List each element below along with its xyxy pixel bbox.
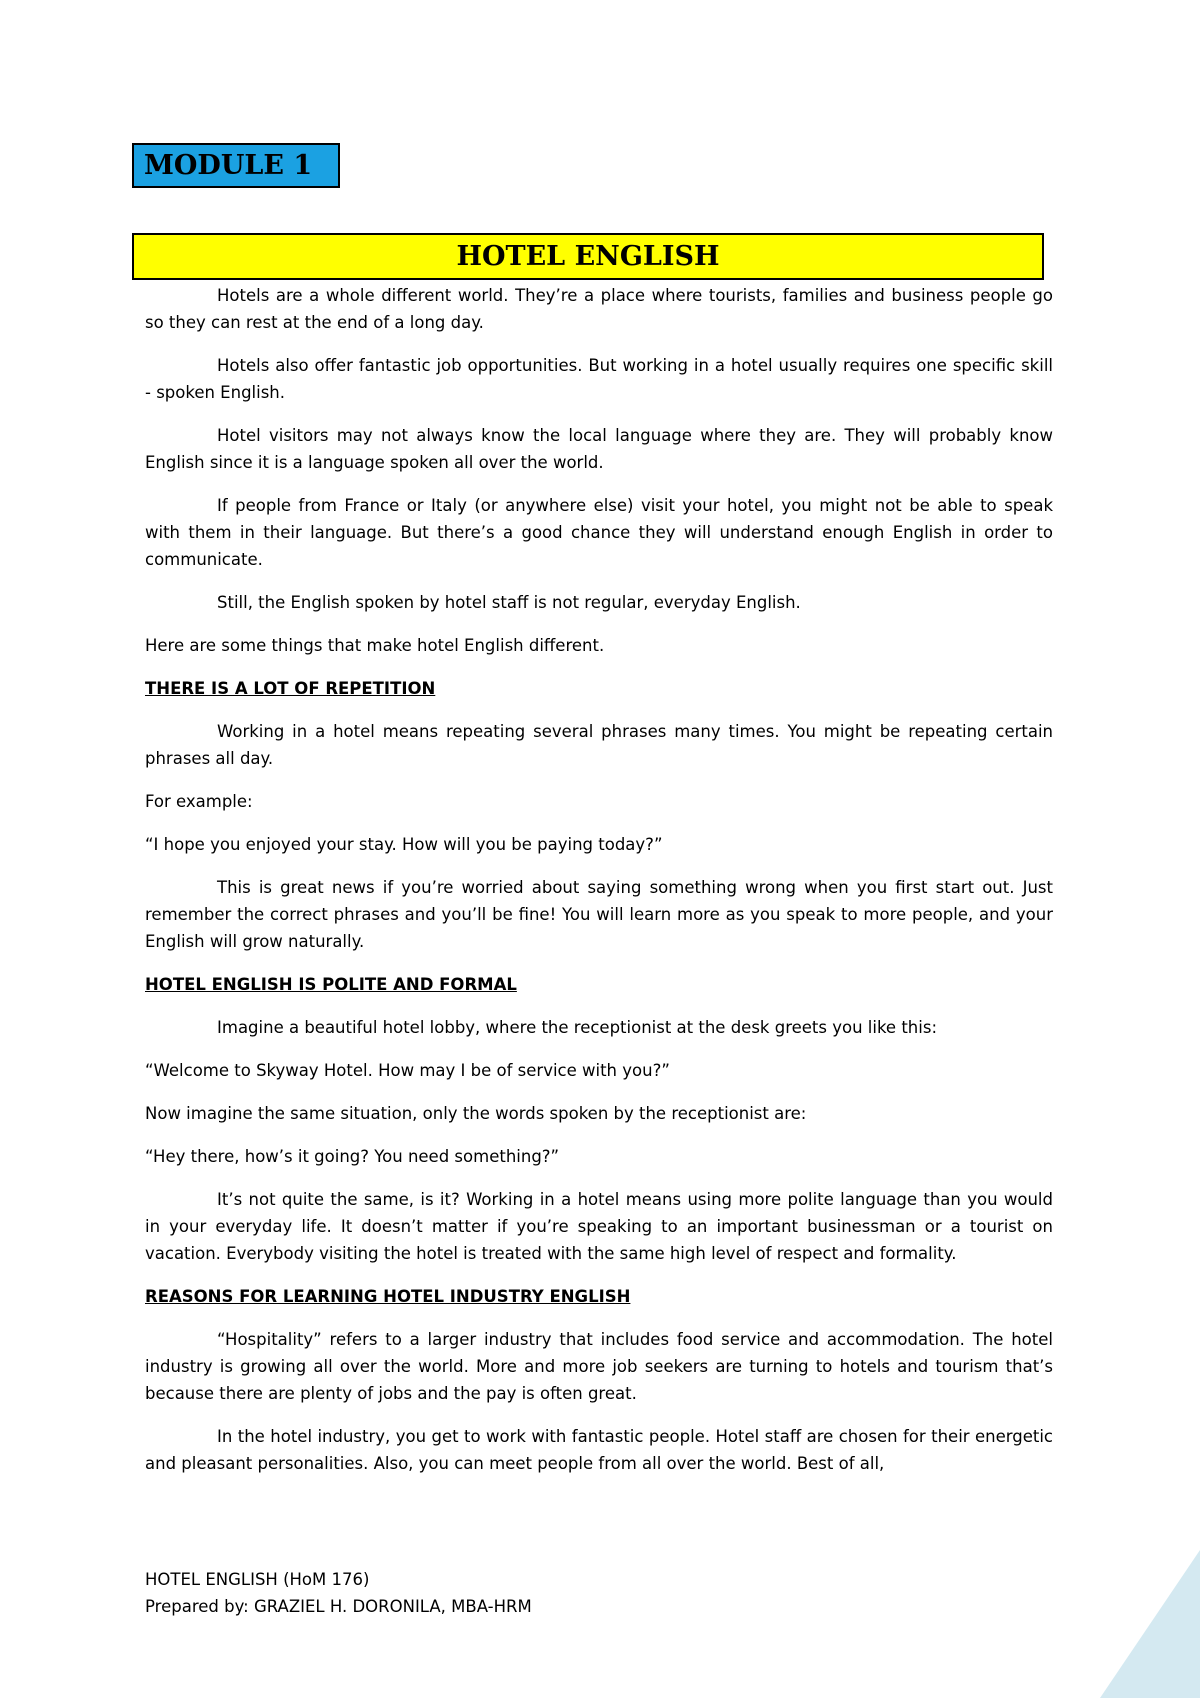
paragraph: This is great news if you’re worried about saying something wrong when you first start out. Just remember the correct phrases and you’ll be fine! You will learn more as you speak to more people, and your English will grow naturally. bbox=[145, 878, 1053, 951]
paragraph: Here are some things that make hotel English different. bbox=[145, 636, 605, 655]
corner-decoration bbox=[1100, 1550, 1200, 1698]
page-footer bbox=[145, 1566, 532, 1620]
paragraph: Hotels also offer fantastic job opportunities. But working in a hotel usually requires one specific skill - spoken English. bbox=[145, 356, 1053, 402]
footer-prepared-by: Prepared by: GRAZIEL H. DORONILA, MBA-HRM bbox=[145, 1597, 532, 1616]
paragraph: It’s not quite the same, is it? Working in a hotel means using more polite language than you would in your everyday life. It doesn’t matter if you’re speaking to an important businessman or a tourist on vacation. Everybody visiting the hotel is treated with the same high level of respect and formality. bbox=[145, 1190, 1053, 1263]
paragraph: If people from France or Italy (or anywhere else) visit your hotel, you might not be able to speak with them in their language. But there’s a good chance they will understand enough English in order to communicate. bbox=[145, 496, 1053, 569]
paragraph: In the hotel industry, you get to work with fantastic people. Hotel staff are chosen for their energetic and pleasant personalities. Also, you can meet people from all over the world. Best of all, bbox=[145, 1427, 1053, 1473]
section-heading: REASONS FOR LEARNING HOTEL INDUSTRY ENGLISH bbox=[145, 1287, 631, 1306]
section-heading: THERE IS A LOT OF REPETITION bbox=[145, 679, 436, 698]
footer-course: HOTEL ENGLISH (HoM 176) bbox=[145, 1570, 370, 1589]
module-label: MODULE 1 bbox=[132, 143, 340, 188]
paragraph: Imagine a beautiful hotel lobby, where the receptionist at the desk greets you like this: bbox=[217, 1018, 937, 1037]
document-body bbox=[145, 282, 1053, 1493]
quote: “Hey there, how’s it going? You need something?” bbox=[145, 1147, 560, 1166]
section-heading: HOTEL ENGLISH IS POLITE AND FORMAL bbox=[145, 975, 517, 994]
paragraph: Hotel visitors may not always know the local language where they are. They will probably know English since it is a language spoken all over the world. bbox=[145, 426, 1053, 472]
corner-triangle bbox=[1100, 1550, 1200, 1698]
paragraph: Now imagine the same situation, only the words spoken by the receptionist are: bbox=[145, 1104, 807, 1123]
paragraph: For example: bbox=[145, 792, 253, 811]
quote: “Welcome to Skyway Hotel. How may I be of service with you?” bbox=[145, 1061, 670, 1080]
page-title: HOTEL ENGLISH bbox=[132, 233, 1044, 280]
paragraph: Hotels are a whole different world. They’re a place where tourists, families and business people go so they can rest at the end of a long day. bbox=[145, 286, 1053, 332]
paragraph: Still, the English spoken by hotel staff is not regular, everyday English. bbox=[217, 593, 801, 612]
quote: “I hope you enjoyed your stay. How will you be paying today?” bbox=[145, 835, 663, 854]
paragraph: Working in a hotel means repeating several phrases many times. You might be repeating certain phrases all day. bbox=[145, 722, 1053, 768]
paragraph: “Hospitality” refers to a larger industry that includes food service and accommodation. The hotel industry is growing all over the world. More and more job seekers are turning to hotels and tourism that’s because there are plenty of jobs and the pay is often great. bbox=[145, 1330, 1053, 1403]
